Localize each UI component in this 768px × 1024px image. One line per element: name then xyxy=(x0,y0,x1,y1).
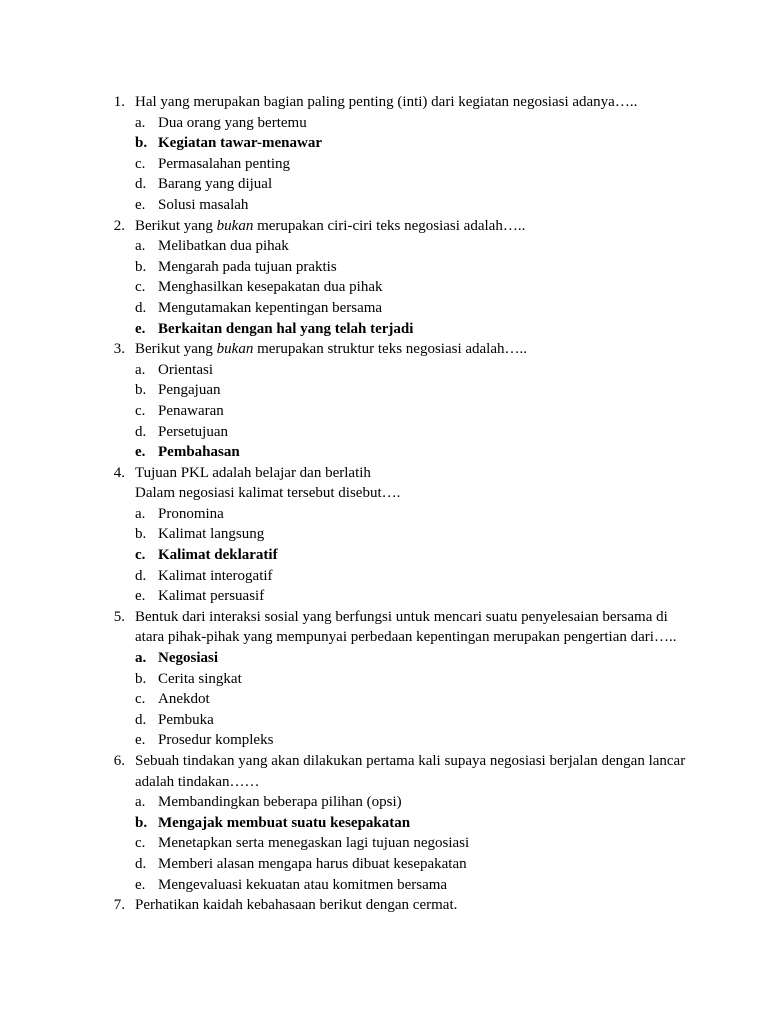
answer-option xyxy=(135,298,686,319)
option-letter: d. xyxy=(135,176,147,193)
option-text: Berkaitan dengan hal yang telah terjadi xyxy=(158,320,414,337)
option-letter: e. xyxy=(135,732,146,749)
question-text-segment: Berikut yang xyxy=(135,341,217,358)
question-text-segment: Bentuk dari interaksi sosial yang berfungsi untuk mencari suatu penyelesaian bersama di atara pihak-pihak yang mempunyai perbedaan kepentingan merupakan pengertian dari….. xyxy=(135,608,677,646)
question-number: 4. xyxy=(113,464,125,481)
question-text-line2: Dalam negosiasi kalimat tersebut disebut…. xyxy=(135,485,401,502)
question-number: 6. xyxy=(113,753,125,769)
option-text: Menghasilkan kesepakatan dua pihak xyxy=(158,279,383,296)
option-text: Kalimat deklaratif xyxy=(158,547,278,564)
question-number: 7. xyxy=(113,897,125,914)
option-text: Penawaran xyxy=(158,402,224,419)
question-text-segment: Sebuah tindakan yang akan dilakukan pertama kali supaya negosiasi berjalan dengan lancar adalah tindakan…… xyxy=(135,753,686,790)
question-number: 5. xyxy=(113,608,125,625)
option-list xyxy=(135,236,686,339)
answer-option xyxy=(135,174,686,195)
option-list xyxy=(135,504,686,607)
answer-option-correct xyxy=(135,442,686,463)
answer-option xyxy=(135,277,686,298)
option-list xyxy=(135,113,686,216)
option-letter: d. xyxy=(135,567,147,584)
question-item xyxy=(106,751,686,895)
option-letter: a. xyxy=(135,650,147,667)
option-list xyxy=(135,792,686,895)
option-text: Mengevaluasi kekuatan atau komitmen bersama xyxy=(158,876,448,893)
answer-option xyxy=(135,833,686,854)
option-text: Pembuka xyxy=(158,711,214,728)
answer-option xyxy=(135,401,686,422)
option-text: Dua orang yang bertemu xyxy=(158,114,307,131)
option-letter: e. xyxy=(135,588,146,605)
option-letter: c. xyxy=(135,835,146,852)
option-text: Membandingkan beberapa pilihan (opsi) xyxy=(158,794,402,811)
answer-option xyxy=(135,422,686,443)
answer-option xyxy=(135,380,686,401)
question-text xyxy=(135,216,686,237)
answer-option xyxy=(135,586,686,607)
question-number: 2. xyxy=(113,217,125,234)
option-letter: c. xyxy=(135,155,146,172)
question-item xyxy=(106,895,686,916)
option-text: Persetujuan xyxy=(158,423,228,440)
option-letter: d. xyxy=(135,423,147,440)
option-letter: a. xyxy=(135,114,146,131)
option-letter: c. xyxy=(135,279,146,296)
option-letter: a. xyxy=(135,361,146,378)
answer-option xyxy=(135,689,686,710)
question-text-segment: Hal yang merupakan bagian paling penting (inti) dari kegiatan negosiasi adanya….. xyxy=(135,94,638,110)
answer-option-correct xyxy=(135,813,686,834)
option-letter: a. xyxy=(135,505,146,522)
option-letter: b. xyxy=(135,135,148,152)
question-text-segment: merupakan struktur teks negosiasi adalah….. xyxy=(253,341,528,358)
question-number: 3. xyxy=(113,341,125,358)
answer-option-correct xyxy=(135,319,686,340)
question-text-emphasis: bukan xyxy=(216,217,254,234)
option-text: Permasalahan penting xyxy=(158,155,291,172)
option-letter: c. xyxy=(135,402,146,419)
answer-option xyxy=(135,154,686,175)
option-text: Negosiasi xyxy=(158,650,218,667)
option-text: Solusi masalah xyxy=(158,196,249,213)
answer-option xyxy=(135,730,686,751)
option-letter: a. xyxy=(135,794,146,811)
option-letter: c. xyxy=(135,691,146,708)
option-text: Kalimat interogatif xyxy=(158,567,273,584)
question-text-segment: Perhatikan kaidah kebahasaan berikut dengan cermat. xyxy=(135,897,458,914)
question-number: 1. xyxy=(113,94,125,110)
option-letter: b. xyxy=(135,258,147,275)
answer-option xyxy=(135,669,686,690)
question-item xyxy=(106,216,686,340)
option-letter: b. xyxy=(135,670,147,687)
option-list xyxy=(135,360,686,463)
question-list xyxy=(106,92,686,916)
option-letter: c. xyxy=(135,547,146,564)
question-text xyxy=(135,463,686,484)
option-text: Prosedur kompleks xyxy=(158,732,274,749)
question-item xyxy=(106,607,686,751)
option-letter: e. xyxy=(135,196,146,213)
answer-option-correct xyxy=(135,545,686,566)
question-text xyxy=(135,92,686,113)
question-item xyxy=(106,92,686,216)
option-text: Kalimat langsung xyxy=(158,526,265,543)
answer-option xyxy=(135,566,686,587)
option-letter: a. xyxy=(135,238,146,255)
option-letter: b. xyxy=(135,814,148,831)
answer-option xyxy=(135,195,686,216)
question-text-segment: Berikut yang xyxy=(135,217,217,234)
option-text: Pembahasan xyxy=(158,444,240,461)
option-text: Anekdot xyxy=(158,691,210,708)
option-text: Kegiatan tawar-menawar xyxy=(158,135,322,152)
answer-option-correct xyxy=(135,648,686,669)
option-letter: b. xyxy=(135,526,147,543)
answer-option xyxy=(135,257,686,278)
question-text xyxy=(135,895,686,916)
question-item xyxy=(106,463,686,607)
question-text xyxy=(135,607,686,648)
option-text: Mengajak membuat suatu kesepakatan xyxy=(158,814,411,831)
option-letter: e. xyxy=(135,876,146,893)
answer-option xyxy=(135,875,686,896)
option-letter: d. xyxy=(135,855,147,872)
option-text: Pengajuan xyxy=(158,382,221,399)
question-text-emphasis: bukan xyxy=(216,341,254,358)
option-text: Memberi alasan mengapa harus dibuat kesepakatan xyxy=(158,855,467,872)
answer-option xyxy=(135,360,686,381)
answer-option-correct xyxy=(135,133,686,154)
option-text: Pronomina xyxy=(158,505,224,522)
question-text-segment: Tujuan PKL adalah belajar dan berlatih xyxy=(135,464,371,481)
answer-option xyxy=(135,792,686,813)
answer-option xyxy=(135,504,686,525)
option-text: Kalimat persuasif xyxy=(158,588,265,605)
answer-option xyxy=(135,524,686,545)
option-letter: d. xyxy=(135,299,147,316)
option-text: Mengutamakan kepentingan bersama xyxy=(158,299,383,316)
option-text: Mengarah pada tujuan praktis xyxy=(158,258,337,275)
option-list xyxy=(135,648,686,751)
option-text: Melibatkan dua pihak xyxy=(158,238,289,255)
question-item xyxy=(106,339,686,463)
option-letter: b. xyxy=(135,382,147,399)
option-letter: e. xyxy=(135,444,146,461)
answer-option xyxy=(135,710,686,731)
option-text: Barang yang dijual xyxy=(158,176,273,193)
question-text xyxy=(135,751,686,792)
question-text xyxy=(135,339,686,360)
answer-option xyxy=(135,854,686,875)
option-letter: e. xyxy=(135,320,146,337)
option-text: Orientasi xyxy=(158,361,213,378)
option-letter: d. xyxy=(135,711,147,728)
answer-option xyxy=(135,236,686,257)
answer-option xyxy=(135,113,686,134)
option-text: Menetapkan serta menegaskan lagi tujuan negosiasi xyxy=(158,835,470,852)
question-text-segment: merupakan ciri-ciri teks negosiasi adalah….. xyxy=(253,217,526,234)
option-text: Cerita singkat xyxy=(158,670,242,687)
